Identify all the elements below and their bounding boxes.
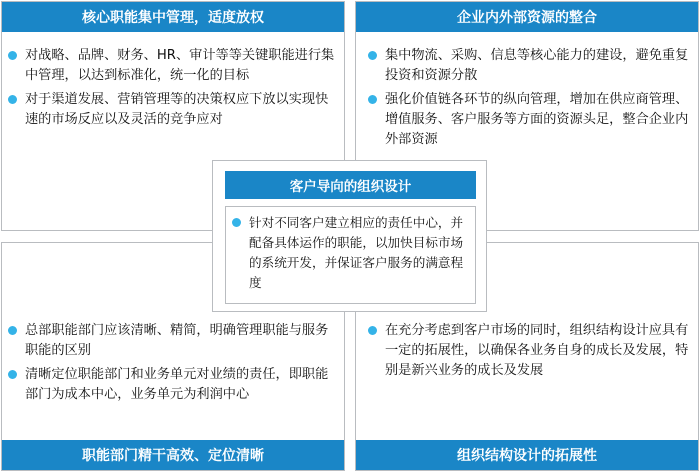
- list-item: 对战略、品牌、财务、HR、审计等等关键职能进行集中管理，以达到标准化，统一化的目标: [8, 46, 338, 86]
- list-item: 对于渠道发展、营销管理等的决策权应下放以实现快速的市场反应以及灵活的竞争应对: [8, 90, 338, 130]
- bullet-list: [8, 46, 338, 134]
- bullet-dot-icon: [8, 95, 17, 104]
- quadrant-title: 核心职能集中管理，适度放权: [2, 2, 344, 32]
- list-item: 针对不同客户建立相应的责任中心，并配备具体运作的职能，以加快目标市场的系统开发，并保证客户服务的满意程度: [232, 213, 471, 293]
- bullet-dot-icon: [368, 51, 377, 60]
- bullet-dot-icon: [8, 370, 17, 379]
- bullet-list: [8, 321, 338, 409]
- quadrant-title: 组织结构设计的拓展性: [356, 440, 698, 470]
- list-item: 清晰定位职能部门和业务单元对业绩的责任，即职能部门为成本中心，业务单元为利润中心: [8, 365, 338, 405]
- bullet-list: [368, 46, 692, 154]
- list-item: 在充分考虑到客户市场的同时，组织结构设计应具有一定的拓展性，以确保各业务自身的成长及发展，特别是新兴业务的成长及发展: [368, 321, 692, 381]
- bullet-dot-icon: [232, 218, 241, 227]
- quadrant-title: 职能部门精干高效、定位清晰: [2, 440, 344, 470]
- list-item: 总部职能部门应该清晰、精简，明确管理职能与服务职能的区别: [8, 321, 338, 361]
- bullet-list: [232, 213, 471, 297]
- bullet-dot-icon: [368, 95, 377, 104]
- quadrant-title: 企业内外部资源的整合: [356, 2, 698, 32]
- center-title: 客户导向的组织设计: [225, 171, 476, 199]
- bullet-dot-icon: [8, 51, 17, 60]
- list-item: 集中物流、采购、信息等核心能力的建设，避免重复投资和资源分散: [368, 46, 692, 86]
- center-body: [225, 206, 476, 304]
- bullet-dot-icon: [368, 326, 377, 335]
- list-item: 强化价值链各环节的纵向管理，增加在供应商管理、增值服务、客户服务等方面的资源头足，整合企业内外部资源: [368, 90, 692, 150]
- bullet-list: [368, 321, 692, 385]
- center-customer-oriented-design: [212, 160, 487, 312]
- bullet-dot-icon: [8, 326, 17, 335]
